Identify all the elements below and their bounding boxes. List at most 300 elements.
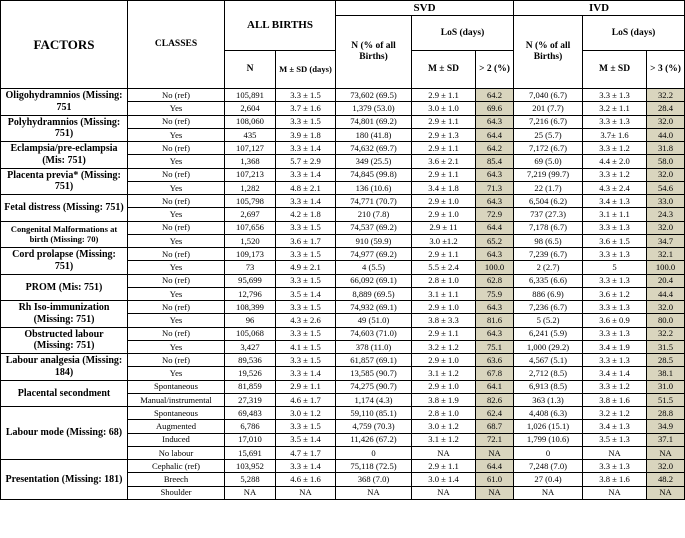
value-cell: 3.4 ± 1.9 (583, 340, 647, 353)
value-cell: 4,759 (70.3) (336, 420, 412, 433)
value-cell: 886 (6.9) (514, 287, 583, 300)
value-cell: 2.9 ± 1.1 (412, 248, 476, 261)
value-cell: NA (583, 446, 647, 459)
value-cell: 3.6 ± 1.5 (583, 234, 647, 247)
value-cell: 69 (5.0) (514, 155, 583, 168)
table-row (1, 115, 685, 128)
value-cell: 1,368 (225, 155, 276, 168)
class-cell: Yes (128, 208, 225, 221)
value-cell: 32.2 (647, 327, 685, 340)
value-cell: 5.7 ± 2.9 (276, 155, 336, 168)
value-cell: 2.9 ± 1.0 (412, 301, 476, 314)
value-cell: 32.2 (647, 89, 685, 102)
class-cell: Yes (128, 181, 225, 194)
value-cell: 19,526 (225, 367, 276, 380)
value-cell: 13,585 (90.7) (336, 367, 412, 380)
value-cell: 4.3 ± 2.6 (276, 314, 336, 327)
class-cell: Yes (128, 367, 225, 380)
value-cell: 6,335 (6.6) (514, 274, 583, 287)
value-cell: 64.4 (476, 128, 514, 141)
value-cell: 64.4 (476, 460, 514, 473)
table-row (1, 248, 685, 261)
value-cell: 3.1 ± 1.1 (583, 208, 647, 221)
value-cell: 0 (336, 446, 412, 459)
value-cell: 75.1 (476, 340, 514, 353)
class-cell: Yes (128, 287, 225, 300)
svd-los-header: LoS (days) (412, 16, 514, 51)
value-cell: 3.5 ± 1.3 (583, 433, 647, 446)
table-row (1, 407, 685, 420)
value-cell: 3.3 ± 1.3 (583, 274, 647, 287)
value-cell: 4.6 ± 1.6 (276, 473, 336, 486)
value-cell: 3.0 ± 1.2 (412, 420, 476, 433)
value-cell: 3.1 ± 1.2 (412, 433, 476, 446)
value-cell: 3.3 ± 1.4 (276, 168, 336, 181)
class-cell: No (ref) (128, 274, 225, 287)
value-cell: 64.1 (476, 380, 514, 393)
value-cell: 6,504 (6.2) (514, 195, 583, 208)
factor-cell: Congenital Malformations at birth (Missing: 70) (1, 221, 128, 248)
value-cell: 28.8 (647, 407, 685, 420)
value-cell: 22 (1.7) (514, 181, 583, 194)
value-cell: 65.2 (476, 234, 514, 247)
value-cell: NA (276, 486, 336, 499)
value-cell: 378 (11.0) (336, 340, 412, 353)
class-cell: Yes (128, 314, 225, 327)
value-cell: 66,092 (69.1) (336, 274, 412, 287)
value-cell: 20.4 (647, 274, 685, 287)
value-cell: 63.6 (476, 354, 514, 367)
value-cell: 69.6 (476, 102, 514, 115)
value-cell: 3.0 ± 1.4 (412, 473, 476, 486)
value-cell: 100.0 (647, 261, 685, 274)
value-cell: 74,275 (90.7) (336, 380, 412, 393)
ivd-msd-header: M ± SD (583, 51, 647, 89)
value-cell: 3.7± 1.6 (583, 128, 647, 141)
value-cell: 6,786 (225, 420, 276, 433)
value-cell: 3.3 ± 1.3 (583, 89, 647, 102)
value-cell: 3.3 ± 1.3 (583, 115, 647, 128)
value-cell: 32.0 (647, 115, 685, 128)
value-cell: 3.3 ± 1.5 (276, 327, 336, 340)
all-n-header: N (225, 51, 276, 89)
value-cell: 7,216 (6.7) (514, 115, 583, 128)
class-cell: No (ref) (128, 301, 225, 314)
factor-cell: Rh Iso-immunization (Missing: 751) (1, 301, 128, 328)
class-cell: Yes (128, 155, 225, 168)
value-cell: 72.1 (476, 433, 514, 446)
value-cell: 3.3 ± 1.2 (583, 142, 647, 155)
value-cell: NA (412, 486, 476, 499)
value-cell: 3.0 ± 1.0 (412, 102, 476, 115)
value-cell: 3.5 ± 1.4 (276, 433, 336, 446)
value-cell: 3.3 ± 1.4 (276, 367, 336, 380)
value-cell: 3.3 ± 1.5 (276, 301, 336, 314)
value-cell: 2.9 ± 1.1 (412, 142, 476, 155)
value-cell: 74,771 (70.7) (336, 195, 412, 208)
value-cell: 3.3 ± 1.4 (276, 142, 336, 155)
value-cell: 80.0 (647, 314, 685, 327)
factor-cell: Cord prolapse (Missing: 751) (1, 248, 128, 275)
value-cell: 7,040 (6.7) (514, 89, 583, 102)
value-cell: 2.9 ± 1.0 (412, 380, 476, 393)
all-msd-header: M ± SD (days) (276, 51, 336, 89)
value-cell: 75.9 (476, 287, 514, 300)
ivd-n-header: N (% of all Births) (514, 16, 583, 89)
value-cell: 27 (0.4) (514, 473, 583, 486)
value-cell: 3.6 ± 2.1 (412, 155, 476, 168)
factor-cell: Placenta previa* (Missing: 751) (1, 168, 128, 195)
value-cell: 2.9 ± 1.1 (412, 89, 476, 102)
class-cell: No (ref) (128, 115, 225, 128)
value-cell: 737 (27.3) (514, 208, 583, 221)
value-cell: 64.2 (476, 89, 514, 102)
class-cell: Yes (128, 340, 225, 353)
value-cell: 89,536 (225, 354, 276, 367)
value-cell: 3.2 ± 1.1 (583, 102, 647, 115)
value-cell: 2.9 ± 1.0 (412, 208, 476, 221)
value-cell: 3.3 ± 1.2 (583, 380, 647, 393)
value-cell: 1,799 (10.6) (514, 433, 583, 446)
value-cell: 32.0 (647, 301, 685, 314)
all-births-header: ALL BIRTHS (225, 1, 336, 51)
value-cell: 3,427 (225, 340, 276, 353)
value-cell: 4.7 ± 1.7 (276, 446, 336, 459)
value-cell: 3.8 ± 1.6 (583, 393, 647, 406)
value-cell: 3.3 ± 1.3 (583, 460, 647, 473)
class-cell: No (ref) (128, 327, 225, 340)
value-cell: NA (225, 486, 276, 499)
value-cell: 3.0 ±1.2 (412, 234, 476, 247)
value-cell: 28.5 (647, 354, 685, 367)
value-cell: 3.3 ± 1.5 (276, 274, 336, 287)
value-cell: 368 (7.0) (336, 473, 412, 486)
value-cell: NA (647, 486, 685, 499)
value-cell: 2.9 ± 1.0 (412, 195, 476, 208)
value-cell: 0 (514, 446, 583, 459)
value-cell: 349 (25.5) (336, 155, 412, 168)
value-cell: 7,248 (7.0) (514, 460, 583, 473)
value-cell: 2,712 (8.5) (514, 367, 583, 380)
class-cell: Shoulder (128, 486, 225, 499)
class-cell: Augmented (128, 420, 225, 433)
value-cell: 4.9 ± 2.1 (276, 261, 336, 274)
value-cell: 210 (7.8) (336, 208, 412, 221)
factor-cell: Labour analgesia (Missing: 184) (1, 354, 128, 381)
value-cell: 3.2 ± 1.2 (412, 340, 476, 353)
ivd-gt3-header: > 3 (%) (647, 51, 685, 89)
value-cell: 5 (583, 261, 647, 274)
value-cell: 4.8 ± 2.1 (276, 181, 336, 194)
value-cell: NA (514, 486, 583, 499)
svd-header: SVD (336, 1, 514, 16)
value-cell: 33.0 (647, 195, 685, 208)
table-row (1, 274, 685, 287)
value-cell: 74,801 (69.2) (336, 115, 412, 128)
value-cell: 105,798 (225, 195, 276, 208)
value-cell: 3.7 ± 1.6 (276, 102, 336, 115)
svd-msd-header: M ± SD (412, 51, 476, 89)
class-cell: Spontaneous (128, 407, 225, 420)
value-cell: 69,483 (225, 407, 276, 420)
value-cell: 3.3 ± 1.5 (276, 354, 336, 367)
value-cell: 61.0 (476, 473, 514, 486)
value-cell: 32.0 (647, 460, 685, 473)
value-cell: 34.9 (647, 420, 685, 433)
value-cell: 4,567 (5.1) (514, 354, 583, 367)
value-cell: 107,656 (225, 221, 276, 234)
value-cell: 74,603 (71.0) (336, 327, 412, 340)
value-cell: 3.3 ± 1.5 (276, 89, 336, 102)
class-cell: No (ref) (128, 89, 225, 102)
value-cell: 103,952 (225, 460, 276, 473)
value-cell: 74,977 (69.2) (336, 248, 412, 261)
class-cell: Yes (128, 102, 225, 115)
value-cell: 3.3 ± 1.5 (276, 221, 336, 234)
value-cell: 73,602 (69.5) (336, 89, 412, 102)
value-cell: 109,173 (225, 248, 276, 261)
value-cell: 2.9 ± 1.0 (412, 354, 476, 367)
class-cell: No (ref) (128, 221, 225, 234)
value-cell: 58.0 (647, 155, 685, 168)
value-cell: 68.7 (476, 420, 514, 433)
value-cell: 59,110 (85.1) (336, 407, 412, 420)
value-cell: 3.4 ± 1.4 (583, 367, 647, 380)
value-cell: 3.8 ± 1.6 (583, 473, 647, 486)
value-cell: 2.9 ± 1.1 (412, 115, 476, 128)
value-cell: 3.0 ± 1.2 (276, 407, 336, 420)
value-cell: 3.6 ± 1.7 (276, 234, 336, 247)
factor-cell: Placental secondment (1, 380, 128, 407)
value-cell: 100.0 (476, 261, 514, 274)
value-cell: 31.0 (647, 380, 685, 393)
value-cell: 2.9 ± 1.1 (276, 380, 336, 393)
value-cell: 64.3 (476, 195, 514, 208)
class-cell: Manual/instrumental (128, 393, 225, 406)
value-cell: 32.0 (647, 168, 685, 181)
value-cell: 3.3 ± 1.3 (583, 327, 647, 340)
table-row (1, 142, 685, 155)
value-cell: 2.9 ± 11 (412, 221, 476, 234)
factor-cell: Oligohydramnios (Missing: 751 (1, 89, 128, 116)
value-cell: 28.4 (647, 102, 685, 115)
value-cell: 81,859 (225, 380, 276, 393)
table-row (1, 221, 685, 234)
value-cell: 48.2 (647, 473, 685, 486)
value-cell: 12,796 (225, 287, 276, 300)
ivd-los-header: LoS (days) (583, 16, 685, 51)
value-cell: 3.3 ± 1.4 (276, 195, 336, 208)
class-cell: No (ref) (128, 195, 225, 208)
value-cell: 74,632 (69.7) (336, 142, 412, 155)
value-cell: 1,282 (225, 181, 276, 194)
value-cell: 3.3 ± 1.5 (276, 248, 336, 261)
value-cell: 435 (225, 128, 276, 141)
value-cell: 3.3 ± 1.3 (583, 248, 647, 261)
value-cell: 8,889 (69.5) (336, 287, 412, 300)
value-cell: 7,172 (6.7) (514, 142, 583, 155)
value-cell: 2.9 ± 1.1 (412, 460, 476, 473)
value-cell: 4.2 ± 1.8 (276, 208, 336, 221)
svd-n-header: N (% of all Births) (336, 16, 412, 89)
value-cell: 67.8 (476, 367, 514, 380)
value-cell: 2,604 (225, 102, 276, 115)
value-cell: NA (476, 486, 514, 499)
value-cell: 3.8 ± 3.3 (412, 314, 476, 327)
value-cell: 4,408 (6.3) (514, 407, 583, 420)
value-cell: 2.9 ± 1.1 (412, 327, 476, 340)
value-cell: 2 (2.7) (514, 261, 583, 274)
value-cell: 74,932 (69.1) (336, 301, 412, 314)
value-cell: 2,697 (225, 208, 276, 221)
value-cell: 24.3 (647, 208, 685, 221)
class-cell: Yes (128, 261, 225, 274)
value-cell: 64.2 (476, 142, 514, 155)
value-cell: 6,241 (5.9) (514, 327, 583, 340)
factors-header: FACTORS (1, 1, 128, 89)
value-cell: 1,000 (29.2) (514, 340, 583, 353)
value-cell: 910 (59.9) (336, 234, 412, 247)
class-cell: Yes (128, 234, 225, 247)
value-cell: 51.5 (647, 393, 685, 406)
value-cell: 3.3 ± 1.2 (583, 168, 647, 181)
factor-cell: Labour mode (Missing: 68) (1, 407, 128, 460)
value-cell: 105,068 (225, 327, 276, 340)
class-cell: No (ref) (128, 248, 225, 261)
table-body (1, 89, 685, 500)
value-cell: 1,026 (15.1) (514, 420, 583, 433)
class-cell: No (ref) (128, 142, 225, 155)
class-cell: Spontaneous (128, 380, 225, 393)
value-cell: 2.9 ± 1.3 (412, 128, 476, 141)
value-cell: 2.9 ± 1.1 (412, 168, 476, 181)
value-cell: 31.8 (647, 142, 685, 155)
value-cell: NA (412, 446, 476, 459)
value-cell: 62.8 (476, 274, 514, 287)
table-row (1, 327, 685, 340)
value-cell: 15,691 (225, 446, 276, 459)
class-cell: Yes (128, 128, 225, 141)
value-cell: 180 (41.8) (336, 128, 412, 141)
factor-cell: PROM (Mis: 751) (1, 274, 128, 301)
class-cell: Induced (128, 433, 225, 446)
factor-cell: Presentation (Missing: 181) (1, 460, 128, 500)
value-cell: 71.3 (476, 181, 514, 194)
value-cell: NA (647, 446, 685, 459)
value-cell: 4 (5.5) (336, 261, 412, 274)
value-cell: 3.5 ± 1.4 (276, 287, 336, 300)
value-cell: 2.8 ± 1.0 (412, 407, 476, 420)
value-cell: 73 (225, 261, 276, 274)
value-cell: 3.4 ± 1.3 (583, 195, 647, 208)
table-row (1, 380, 685, 393)
value-cell: 4.4 ± 2.0 (583, 155, 647, 168)
value-cell: 64.3 (476, 327, 514, 340)
table-row (1, 89, 685, 102)
value-cell: 82.6 (476, 393, 514, 406)
value-cell: 81.6 (476, 314, 514, 327)
value-cell: 98 (6.5) (514, 234, 583, 247)
value-cell: 3.9 ± 1.8 (276, 128, 336, 141)
value-cell: 6,913 (8.5) (514, 380, 583, 393)
value-cell: 7,178 (6.7) (514, 221, 583, 234)
ivd-header: IVD (514, 1, 685, 16)
value-cell: 31.5 (647, 340, 685, 353)
value-cell: 62.4 (476, 407, 514, 420)
value-cell: 37.1 (647, 433, 685, 446)
value-cell: 105,891 (225, 89, 276, 102)
value-cell: 72.9 (476, 208, 514, 221)
value-cell: 2.8 ± 1.0 (412, 274, 476, 287)
value-cell: 4.3 ± 2.4 (583, 181, 647, 194)
value-cell: 27,319 (225, 393, 276, 406)
value-cell: 136 (10.6) (336, 181, 412, 194)
value-cell: 25 (5.7) (514, 128, 583, 141)
value-cell: 5.5 ± 2.4 (412, 261, 476, 274)
value-cell: 3.8 ± 1.9 (412, 393, 476, 406)
value-cell: 3.3 ± 1.3 (583, 221, 647, 234)
value-cell: 74,845 (99.8) (336, 168, 412, 181)
value-cell: 108,399 (225, 301, 276, 314)
class-cell: Breech (128, 473, 225, 486)
value-cell: 74,537 (69.2) (336, 221, 412, 234)
value-cell: NA (336, 486, 412, 499)
table-row (1, 301, 685, 314)
value-cell: 64.3 (476, 168, 514, 181)
value-cell: 3.6 ± 0.9 (583, 314, 647, 327)
class-cell: No (ref) (128, 168, 225, 181)
table-row (1, 195, 685, 208)
value-cell: 85.4 (476, 155, 514, 168)
value-cell: 49 (51.0) (336, 314, 412, 327)
value-cell: 3.4 ± 1.8 (412, 181, 476, 194)
value-cell: 363 (1.3) (514, 393, 583, 406)
value-cell: 107,213 (225, 168, 276, 181)
value-cell: 11,426 (67.2) (336, 433, 412, 446)
value-cell: 3.3 ± 1.5 (276, 115, 336, 128)
value-cell: 3.3 ± 1.5 (276, 420, 336, 433)
value-cell: NA (476, 446, 514, 459)
value-cell: 5,288 (225, 473, 276, 486)
value-cell: 17,010 (225, 433, 276, 446)
value-cell: 61,857 (69.1) (336, 354, 412, 367)
value-cell: 95,699 (225, 274, 276, 287)
value-cell: 44.4 (647, 287, 685, 300)
value-cell: 3.3 ± 1.4 (276, 460, 336, 473)
class-cell: No labour (128, 446, 225, 459)
table-row (1, 354, 685, 367)
value-cell: 3.2 ± 1.2 (583, 407, 647, 420)
class-cell: No (ref) (128, 354, 225, 367)
value-cell: 3.1 ± 1.2 (412, 367, 476, 380)
value-cell: 7,239 (6.7) (514, 248, 583, 261)
value-cell: 64.4 (476, 221, 514, 234)
svd-gt2-header: > 2 (%) (476, 51, 514, 89)
value-cell: 38.1 (647, 367, 685, 380)
table-row (1, 168, 685, 181)
value-cell: 5 (5.2) (514, 314, 583, 327)
value-cell: 3.1 ± 1.1 (412, 287, 476, 300)
class-cell: Cephalic (ref) (128, 460, 225, 473)
value-cell: 1,379 (53.0) (336, 102, 412, 115)
value-cell: 96 (225, 314, 276, 327)
value-cell: 108,060 (225, 115, 276, 128)
value-cell: 3.3 ± 1.3 (583, 301, 647, 314)
value-cell: 54.6 (647, 181, 685, 194)
value-cell: 4.1 ± 1.5 (276, 340, 336, 353)
value-cell: 7,236 (6.7) (514, 301, 583, 314)
factor-cell: Polyhydramnios (Missing: 751) (1, 115, 128, 142)
